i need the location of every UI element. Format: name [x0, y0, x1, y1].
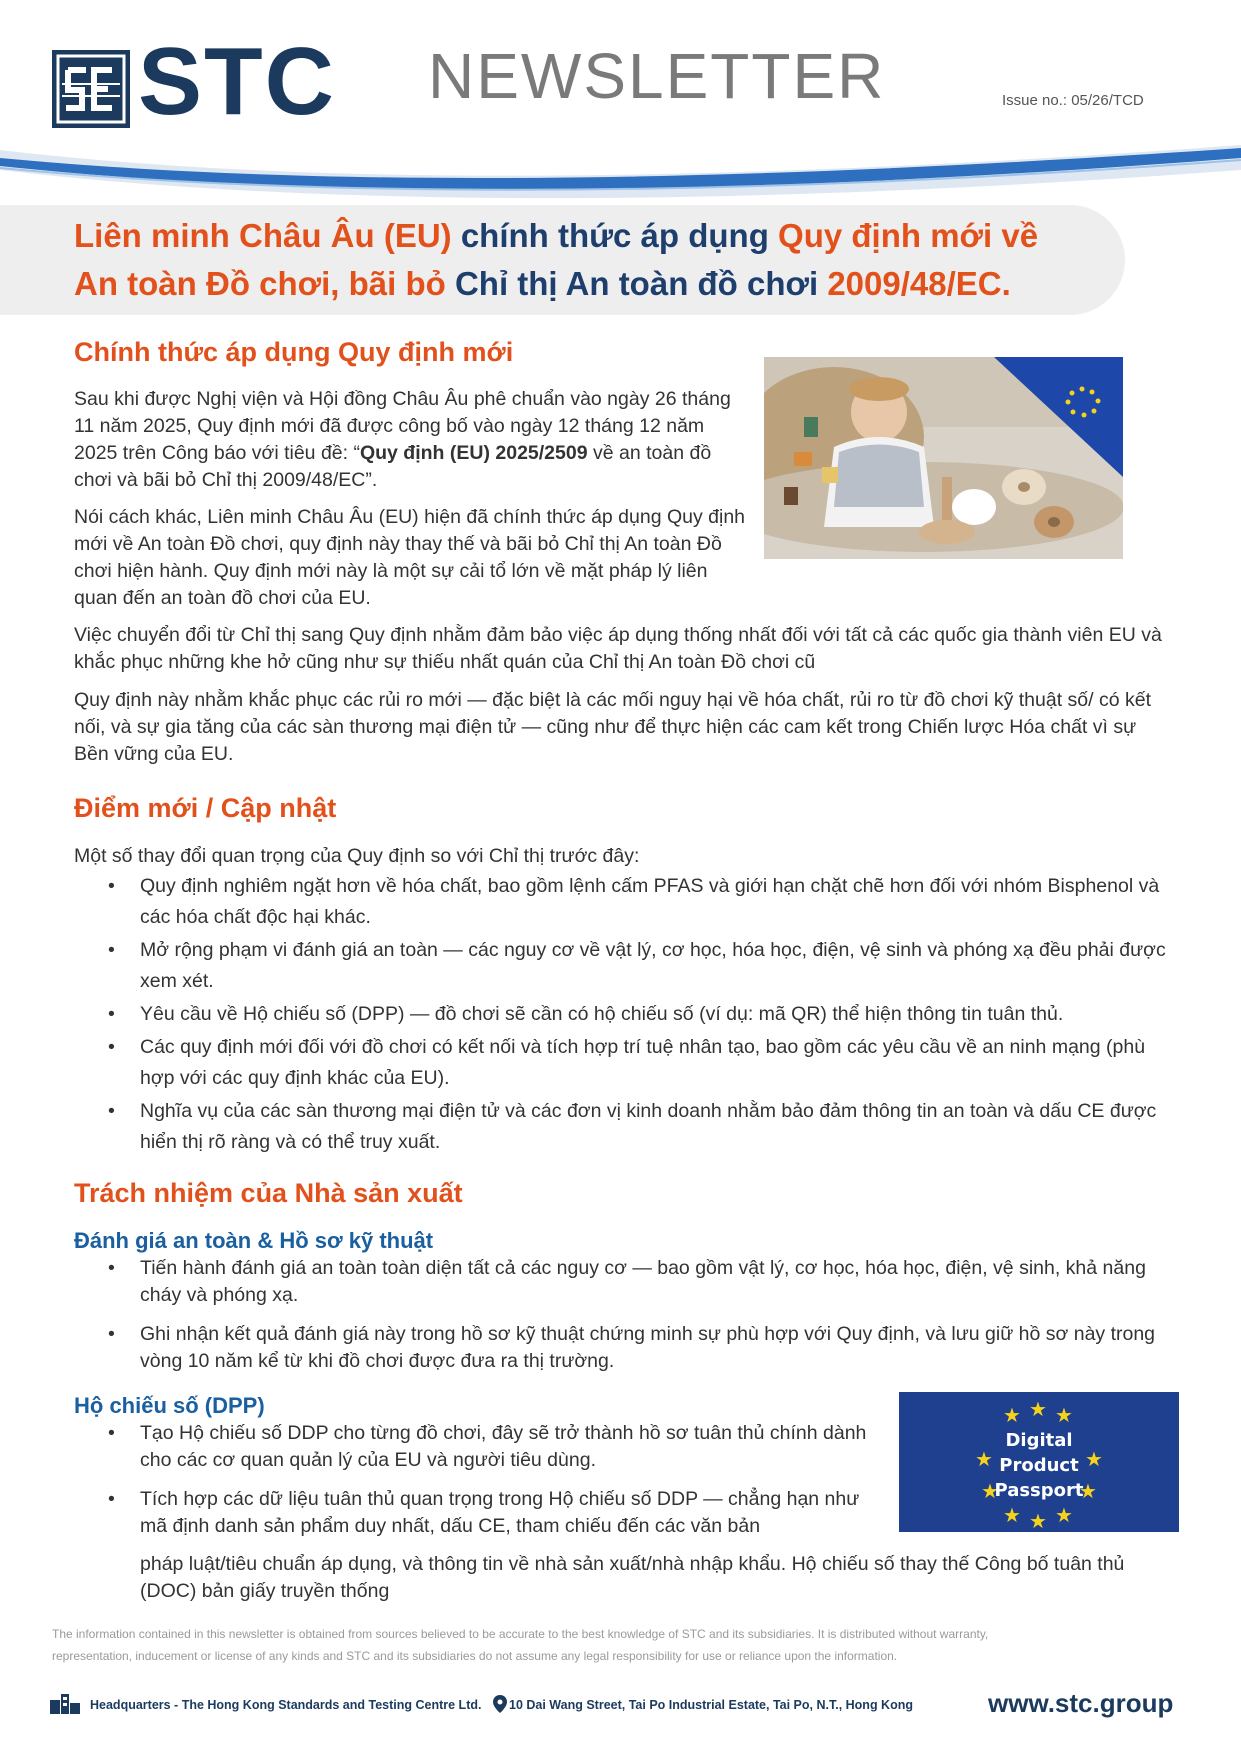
- section1-paragraph-4: Quy định này nhằm khắc phục các rủi ro mới — đặc biệt là các mối nguy hại về hóa chất, rủi ro từ đồ chơi kỹ thuật số/ có kết nối, và sự gia tăng của các sàn thương mại điện tử — cũng như để thực hiện các cam kết trong Chiến lược Hóa chất vì sự Bền vững của EU.: [74, 689, 1151, 765]
- stc-logo-text: STC: [138, 28, 336, 135]
- paragraph-text: về an toàn đồ chơi và bãi bỏ Chỉ thị 2009/48/EC”.: [74, 442, 712, 491]
- website-link[interactable]: www.stc.group: [988, 1688, 1174, 1718]
- svg-text:★: ★: [1029, 1509, 1047, 1532]
- section2-intro: Một số thay đổi quan trọng của Quy định so với Chỉ thị trước đây:: [74, 845, 640, 867]
- bullet-icon: •: [108, 1036, 115, 1058]
- bullet-icon: •: [108, 1003, 115, 1025]
- list-item: [74, 999, 1174, 1030]
- svg-text:★: ★: [1085, 1447, 1103, 1471]
- bullet-icon: •: [108, 1422, 115, 1444]
- title-line-1: [74, 212, 1124, 260]
- list-item: [74, 935, 1174, 997]
- section-heading-manufacturer: Trách nhiệm của Nhà sản xuất: [74, 1178, 463, 1208]
- list-item-text: Yêu cầu về Hộ chiếu số (DPP) — đồ chơi sẽ cần có hộ chiếu số (ví dụ: mã QR) thể hiện thông tin tuân thủ.: [140, 1003, 1064, 1025]
- header-swoosh: [0, 140, 1241, 210]
- title-segment: 2009/48/EC.: [827, 265, 1011, 302]
- address-text: 10 Dai Wang Street, Tai Po Industrial Estate, Tai Po, N.T., Hong Kong: [509, 1698, 913, 1712]
- list-item: [74, 1486, 874, 1540]
- list-item-text: Ghi nhận kết quả đánh giá này trong hồ sơ kỹ thuật chứng minh sự phù hợp với Quy định, và lưu giữ hồ sơ này trong vòng 10 năm kể từ khi đồ chơi được đưa ra thị trường.: [140, 1323, 1156, 1372]
- title-segment: chính thức áp dụng: [460, 217, 779, 254]
- regulation-reference: Quy định (EU) 2025/2509: [359, 442, 588, 464]
- disclaimer-text: The information contained in this newsletter is obtained from sources believed to be accurate to the best knowledge of STC and its subsidiaries. It is distributed without warranty, representation, inducement or license of any kinds and STC and its subsidiaries do not assume any legal responsibility for use or reliance upon the information.: [52, 1627, 989, 1663]
- svg-text:★: ★: [981, 1479, 999, 1503]
- list-item-text: Nghĩa vụ của các sàn thương mại điện tử và các đơn vị kinh doanh nhằm bảo đảm thông tin an toàn và dấu CE được hiển thị rõ ràng và có thể truy xuất.: [140, 1100, 1157, 1153]
- subheading-digital-passport: Hộ chiếu số (DPP): [74, 1393, 265, 1418]
- title-segment: Liên minh Châu Âu (EU): [74, 217, 461, 254]
- digital-passport-continuation: pháp luật/tiêu chuẩn áp dụng, và thông tin về nhà sản xuất/nhà nhập khẩu. Hộ chiếu số thay thế Công bố tuân thủ (DOC) bản giấy truyền thống: [140, 1553, 1125, 1602]
- list-item-text: Các quy định mới đối với đồ chơi có kết nối và tích hợp trí tuệ nhân tạo, bao gồm các yêu cầu về an ninh mạng (phù hợp với các quy định khác của EU).: [140, 1036, 1146, 1089]
- issue-number: Issue no.: 05/26/TCD: [1002, 92, 1144, 109]
- list-item-text: Mở rộng phạm vi đánh giá an toàn — các nguy cơ về vật lý, cơ học, hóa học, điện, vệ sinh và phóng xạ đều phải được xem xét.: [140, 939, 1166, 992]
- svg-text:★: ★: [1003, 1403, 1021, 1427]
- bullet-icon: •: [108, 1488, 115, 1510]
- paragraph-text: Sau khi được Nghị viện và Hội đồng Châu Âu phê chuẩn vào ngày 26 tháng 11 năm 2025, Quy định mới đã được công bố vào ngày 12 tháng 12 năm 2025 trên Công báo với tiêu đề: “: [74, 388, 731, 464]
- list-item: [74, 1096, 1174, 1158]
- bullet-icon: •: [108, 1100, 115, 1122]
- list-item: [74, 1032, 1174, 1094]
- section-heading-updates: Điểm mới / Cập nhật: [74, 793, 337, 823]
- bullet-icon: •: [108, 875, 115, 897]
- list-item-text: Quy định nghiêm ngặt hơn về hóa chất, bao gồm lệnh cấm PFAS và giới hạn chặt chẽ hơn đối với nhóm Bisphenol và các hóa chất độc hại khác.: [140, 875, 1160, 928]
- svg-text:★: ★: [1003, 1503, 1021, 1527]
- list-item-text: Tiến hành đánh giá an toàn toàn diện tất cả các nguy cơ — bao gồm vật lý, cơ học, hóa học, điện, vệ sinh, khả năng cháy và phóng xạ.: [140, 1257, 1146, 1306]
- bullet-icon: •: [108, 1323, 115, 1345]
- svg-text:★: ★: [975, 1447, 993, 1471]
- subheading-safety-assessment: Đánh giá an toàn & Hồ sơ kỹ thuật: [74, 1228, 434, 1253]
- title-segment: Quy định mới về: [778, 217, 1039, 254]
- safety-assessment-list: [74, 1255, 1174, 1375]
- svg-text:★: ★: [1055, 1403, 1073, 1427]
- stc-logo-mark: [52, 50, 130, 128]
- updates-list: [74, 871, 1174, 1158]
- svg-text:★: ★: [1055, 1503, 1073, 1527]
- title-segment: Chỉ thị An toàn đồ chơi: [454, 265, 828, 302]
- section1-paragraph-2: Nói cách khác, Liên minh Châu Âu (EU) hiện đã chính thức áp dụng Quy định mới về An toàn Đồ chơi, quy định này thay thế và bãi bỏ Chỉ thị An toàn Đồ chơi hiện hành. Quy định mới này là một sự cải tổ lớn về mặt pháp lý liên quan đến an toàn đồ chơi của EU.: [74, 506, 746, 609]
- bullet-icon: •: [108, 939, 115, 961]
- dpp-line: Passport: [994, 1480, 1084, 1501]
- location-pin-icon: [493, 1695, 507, 1713]
- section-heading-new-regulation: Chính thức áp dụng Quy định mới: [74, 337, 514, 367]
- newsletter-heading: NEWSLETTER: [428, 40, 886, 112]
- dpp-line: Digital: [1005, 1430, 1073, 1451]
- list-item: [74, 871, 1174, 933]
- bullet-icon: •: [108, 1257, 115, 1279]
- title-line-2: [74, 260, 1124, 308]
- list-item-text: Tạo Hộ chiếu số DDP cho từng đồ chơi, đây sẽ trở thành hồ sơ tuân thủ chính dành cho các cơ quan quản lý của EU và người tiêu dùng.: [140, 1422, 867, 1471]
- child-playing-toys-image: [764, 357, 1123, 559]
- section1-paragraph-1: [74, 386, 744, 494]
- section1-paragraph-3: Việc chuyển đổi từ Chỉ thị sang Quy định nhằm đảm bảo việc áp dụng thống nhất đối với tất cả các quốc gia thành viên EU và khắc phục những khe hở cũng như sự thiếu nhất quán của Chỉ thị An toàn Đồ chơi cũ: [74, 624, 1162, 673]
- dpp-line: Product: [999, 1455, 1079, 1476]
- dpp-label: [899, 1428, 1179, 1503]
- svg-text:★: ★: [1079, 1479, 1097, 1503]
- digital-product-passport-badge: [899, 1392, 1179, 1532]
- title-segment: An toàn Đồ chơi, bãi bỏ: [74, 265, 455, 302]
- list-item-text: Tích hợp các dữ liệu tuân thủ quan trọng trong Hộ chiếu số DDP — chẳng hạn như mã định danh sản phẩm duy nhất, dấu CE, tham chiếu đến các văn bản: [140, 1488, 860, 1537]
- building-icon: [50, 1694, 80, 1714]
- svg-text:★: ★: [1029, 1397, 1047, 1421]
- list-item: [74, 1420, 874, 1474]
- list-item: [74, 1321, 1174, 1375]
- digital-passport-list: [74, 1420, 874, 1540]
- headquarters-text: Headquarters - The Hong Kong Standards and Testing Centre Ltd.: [90, 1698, 482, 1712]
- article-title: [74, 212, 1124, 308]
- list-item: [74, 1255, 1174, 1309]
